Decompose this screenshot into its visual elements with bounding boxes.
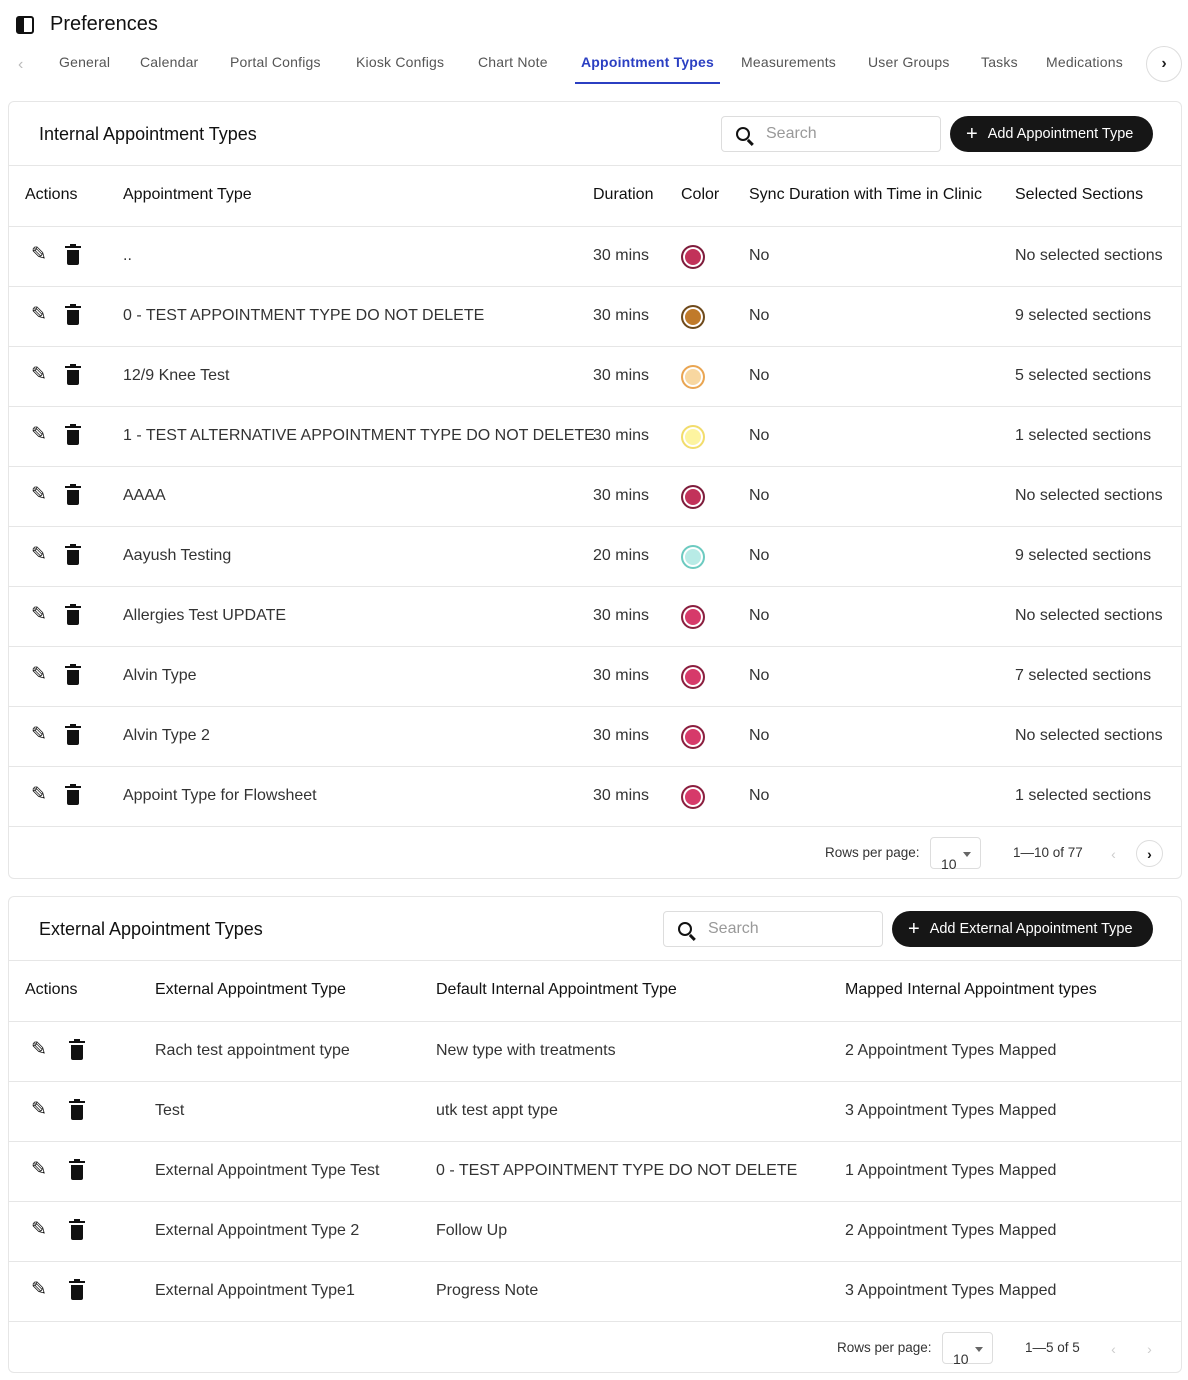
- tab-user-groups[interactable]: User Groups: [868, 54, 950, 70]
- sync-duration: No: [749, 607, 770, 624]
- delete-icon[interactable]: [71, 1165, 83, 1180]
- tab-measurements[interactable]: Measurements: [741, 54, 836, 70]
- delete-icon[interactable]: [67, 310, 79, 325]
- duration: 30 mins: [593, 367, 650, 384]
- tab-tasks[interactable]: Tasks: [981, 54, 1018, 70]
- mapped-internal-types: 3 Appointment Types Mapped: [845, 1102, 1057, 1119]
- prev-page-button[interactable]: ‹: [1111, 1340, 1116, 1357]
- column-header: Duration: [593, 186, 654, 203]
- mapped-internal-types: 1 Appointment Types Mapped: [845, 1162, 1057, 1179]
- row-actions: [31, 245, 79, 265]
- selected-sections: 9 selected sections: [1015, 547, 1152, 564]
- edit-icon[interactable]: ✎: [31, 1159, 47, 1180]
- row-actions: [31, 425, 79, 445]
- next-page-button[interactable]: ›: [1136, 840, 1163, 867]
- color-swatch: [681, 665, 705, 689]
- table-row: [9, 1022, 1181, 1082]
- column-header: Default Internal Appointment Type: [436, 981, 677, 998]
- row-actions: [31, 305, 79, 325]
- table-row: [9, 1082, 1181, 1142]
- row-actions: [31, 665, 79, 685]
- default-internal-type: Follow Up: [436, 1222, 508, 1239]
- rows-per-page-value: 10: [941, 856, 957, 872]
- tab-chart-note[interactable]: Chart Note: [478, 54, 548, 70]
- selected-sections: No selected sections: [1015, 487, 1163, 504]
- external-appointment-type: External Appointment Type Test: [155, 1162, 380, 1179]
- edit-icon[interactable]: ✎: [31, 364, 47, 385]
- selected-sections: 7 selected sections: [1015, 667, 1152, 684]
- appointment-type-name: 0 - TEST APPOINTMENT TYPE DO NOT DELETE: [123, 307, 485, 324]
- sync-duration: No: [749, 307, 770, 324]
- color-swatch: [681, 305, 705, 329]
- delete-icon[interactable]: [71, 1105, 83, 1120]
- sync-duration: No: [749, 427, 770, 444]
- mapped-internal-types: 2 Appointment Types Mapped: [845, 1222, 1057, 1239]
- table-row: [9, 587, 1181, 647]
- column-header: Selected Sections: [1015, 186, 1144, 203]
- tab-portal-configs[interactable]: Portal Configs: [230, 54, 321, 70]
- sync-duration: No: [749, 727, 770, 744]
- rows-per-page-select[interactable]: [930, 837, 981, 872]
- appointment-type-name: Appoint Type for Flowsheet: [123, 787, 317, 804]
- row-actions: [31, 725, 79, 745]
- tab-calendar[interactable]: Calendar: [140, 54, 199, 70]
- delete-icon[interactable]: [67, 430, 79, 445]
- edit-icon[interactable]: ✎: [31, 244, 47, 265]
- delete-icon[interactable]: [67, 250, 79, 265]
- row-actions: [31, 1100, 83, 1120]
- selected-sections: 9 selected sections: [1015, 307, 1152, 324]
- color-swatch: [681, 365, 705, 389]
- edit-icon[interactable]: ✎: [31, 424, 47, 445]
- color-swatch: [681, 485, 705, 509]
- row-actions: [31, 1160, 83, 1180]
- edit-icon[interactable]: ✎: [31, 724, 47, 745]
- duration: 30 mins: [593, 427, 650, 444]
- mapped-internal-types: 3 Appointment Types Mapped: [845, 1282, 1057, 1299]
- table-row: [9, 647, 1181, 707]
- selected-sections: 5 selected sections: [1015, 367, 1152, 384]
- external-appointment-type: Test: [155, 1102, 185, 1119]
- appointment-type-name: ..: [123, 247, 132, 264]
- section-title: External Appointment Types: [39, 919, 263, 939]
- table-row: [9, 407, 1181, 467]
- add-appointment-type-button[interactable]: [950, 116, 1153, 152]
- button-label: Add External Appointment Type: [929, 921, 1133, 937]
- prev-page-button[interactable]: ‹: [1111, 845, 1116, 862]
- rows-per-page-select[interactable]: [942, 1332, 993, 1367]
- sync-duration: No: [749, 487, 770, 504]
- search-box[interactable]: [721, 116, 941, 152]
- add-external-appointment-type-button[interactable]: [892, 911, 1153, 947]
- external-appointment-type: Rach test appointment type: [155, 1042, 350, 1059]
- edit-icon[interactable]: ✎: [31, 604, 47, 625]
- tab-appointment-types[interactable]: Appointment Types: [581, 54, 715, 70]
- column-header: External Appointment Type: [155, 981, 346, 998]
- page-title: Preferences: [50, 13, 158, 35]
- edit-icon[interactable]: ✎: [31, 664, 47, 685]
- table-row: [9, 767, 1181, 827]
- external-appointment-type: External Appointment Type1: [155, 1282, 355, 1299]
- selected-sections: No selected sections: [1015, 247, 1163, 264]
- edit-icon[interactable]: ✎: [31, 544, 47, 565]
- row-actions: [31, 785, 79, 805]
- edit-icon[interactable]: ✎: [31, 304, 47, 325]
- color-swatch: [681, 545, 705, 569]
- tab-bar: [0, 44, 1188, 88]
- sync-duration: No: [749, 787, 770, 804]
- duration: 30 mins: [593, 307, 650, 324]
- table-header-row: [9, 166, 1181, 227]
- tabs-scroll-left-icon[interactable]: ‹: [18, 56, 24, 73]
- table-row: [9, 287, 1181, 347]
- page-range: 1—10 of 77: [1013, 845, 1083, 860]
- tab-kiosk-configs[interactable]: Kiosk Configs: [356, 54, 445, 70]
- column-header: Appointment Type: [123, 186, 252, 203]
- table-row: [9, 227, 1181, 287]
- search-icon: [678, 922, 692, 936]
- color-swatch: [681, 245, 705, 269]
- row-actions: [31, 605, 79, 625]
- table-row: [9, 347, 1181, 407]
- color-swatch: [681, 605, 705, 629]
- default-internal-type: New type with treatments: [436, 1042, 616, 1059]
- delete-icon[interactable]: [67, 490, 79, 505]
- edit-icon[interactable]: ✎: [31, 1099, 47, 1120]
- selected-sections: 1 selected sections: [1015, 427, 1152, 444]
- next-page-button[interactable]: ›: [1147, 1340, 1152, 1357]
- rows-per-page-label: Rows per page:: [825, 845, 920, 860]
- appointment-type-name: 1 - TEST ALTERNATIVE APPOINTMENT TYPE DO NOT DELETE: [123, 427, 595, 444]
- duration: 20 mins: [593, 547, 650, 564]
- appointment-type-name: Alvin Type: [123, 667, 197, 684]
- duration: 30 mins: [593, 667, 650, 684]
- delete-icon[interactable]: [67, 670, 79, 685]
- duration: 30 mins: [593, 487, 650, 504]
- delete-icon[interactable]: [71, 1285, 83, 1300]
- table-row: [9, 527, 1181, 587]
- external-appointment-types-card: [8, 896, 1182, 1373]
- row-actions: [31, 1280, 83, 1300]
- selected-sections: No selected sections: [1015, 727, 1163, 744]
- page-range: 1—5 of 5: [1025, 1340, 1080, 1355]
- row-actions: [31, 485, 79, 505]
- appointment-type-name: Allergies Test UPDATE: [123, 607, 287, 624]
- table-header-row: [9, 961, 1181, 1022]
- sync-duration: No: [749, 667, 770, 684]
- column-header: Sync Duration with Time in Clinic: [749, 186, 982, 203]
- selected-sections: No selected sections: [1015, 607, 1163, 624]
- sync-duration: No: [749, 547, 770, 564]
- appointment-type-name: Aayush Testing: [123, 547, 232, 564]
- edit-icon[interactable]: ✎: [31, 1219, 47, 1240]
- delete-icon[interactable]: [67, 610, 79, 625]
- search-input[interactable]: [708, 920, 858, 938]
- column-header: Mapped Internal Appointment types: [845, 981, 1097, 998]
- external-appointment-type: External Appointment Type 2: [155, 1222, 360, 1239]
- column-header: Color: [681, 186, 720, 203]
- row-actions: [31, 365, 79, 385]
- button-label: Add Appointment Type: [987, 126, 1134, 142]
- selected-sections: 1 selected sections: [1015, 787, 1152, 804]
- row-actions: [31, 1220, 83, 1240]
- duration: 30 mins: [593, 727, 650, 744]
- color-swatch: [681, 725, 705, 749]
- table-row: [9, 1262, 1181, 1322]
- edit-icon[interactable]: ✎: [31, 784, 47, 805]
- mapped-internal-types: 2 Appointment Types Mapped: [845, 1042, 1057, 1059]
- duration: 30 mins: [593, 247, 650, 264]
- delete-icon[interactable]: [67, 370, 79, 385]
- delete-icon[interactable]: [67, 790, 79, 805]
- color-swatch: [681, 425, 705, 449]
- tab-medications[interactable]: Medications: [1046, 54, 1123, 70]
- search-box[interactable]: [663, 911, 883, 947]
- page-header: [16, 13, 158, 36]
- plus-icon: +: [966, 123, 978, 145]
- appointment-type-name: Alvin Type 2: [123, 727, 210, 744]
- edit-icon[interactable]: ✎: [31, 1039, 47, 1060]
- search-icon: [736, 127, 750, 141]
- section-title: Internal Appointment Types: [39, 124, 257, 144]
- delete-icon[interactable]: [67, 730, 79, 745]
- column-header: Actions: [25, 186, 78, 203]
- default-internal-type: utk test appt type: [436, 1102, 558, 1119]
- delete-icon[interactable]: [67, 550, 79, 565]
- sync-duration: No: [749, 247, 770, 264]
- table-row: [9, 1202, 1181, 1262]
- sync-duration: No: [749, 367, 770, 384]
- pagination: [9, 1322, 1181, 1374]
- tab-general[interactable]: General: [59, 54, 111, 70]
- default-internal-type: Progress Note: [436, 1282, 539, 1299]
- duration: 30 mins: [593, 787, 650, 804]
- table-row: [9, 1142, 1181, 1202]
- color-swatch: [681, 785, 705, 809]
- table-row: [9, 467, 1181, 527]
- column-header: Actions: [25, 981, 78, 998]
- search-input[interactable]: [766, 125, 916, 143]
- delete-icon[interactable]: [71, 1045, 83, 1060]
- duration: 30 mins: [593, 607, 650, 624]
- table-row: [9, 707, 1181, 767]
- sidebar-toggle-icon[interactable]: [16, 16, 34, 34]
- row-actions: [31, 545, 79, 565]
- delete-icon[interactable]: [71, 1225, 83, 1240]
- row-actions: [31, 1040, 83, 1060]
- edit-icon[interactable]: ✎: [31, 484, 47, 505]
- appointment-type-name: 12/9 Knee Test: [123, 367, 230, 384]
- rows-per-page-value: 10: [953, 1351, 969, 1367]
- rows-per-page-label: Rows per page:: [837, 1340, 932, 1355]
- internal-appointment-types-card: [8, 101, 1182, 879]
- plus-icon: +: [908, 918, 920, 940]
- pagination: [9, 827, 1181, 879]
- appointment-type-name: AAAA: [123, 487, 166, 504]
- edit-icon[interactable]: ✎: [31, 1279, 47, 1300]
- default-internal-type: 0 - TEST APPOINTMENT TYPE DO NOT DELETE: [436, 1162, 798, 1179]
- tabs-scroll-right-button[interactable]: ›: [1146, 46, 1182, 82]
